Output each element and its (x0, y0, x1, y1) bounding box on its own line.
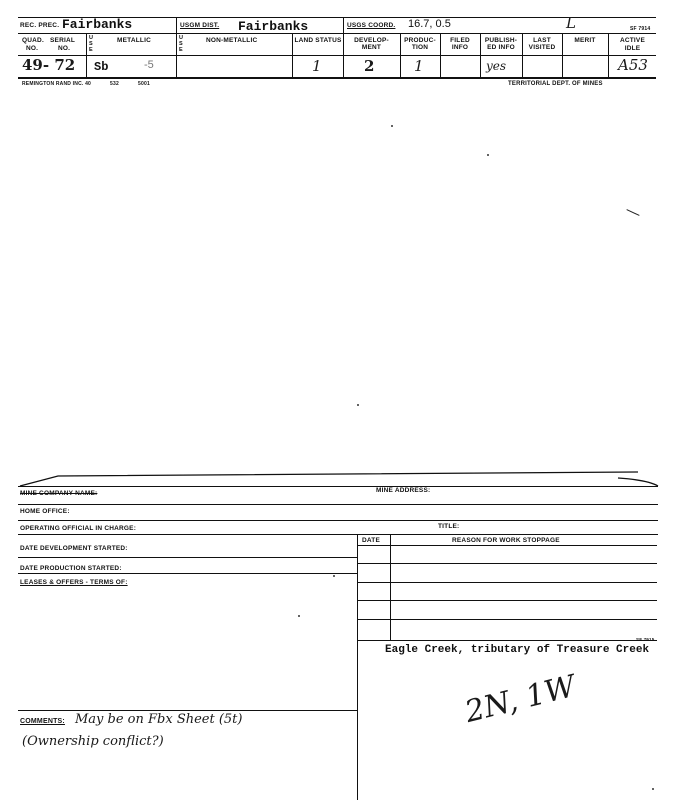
col-published-info: PUBLISH- ED INFO (484, 37, 518, 51)
stoppage-row-rule (357, 640, 657, 641)
printer-code-1: 532 (110, 81, 119, 87)
col-last-visited: LAST VISITED (528, 37, 556, 51)
comments-line-1: May be on Fbx Sheet (5t) (75, 712, 243, 727)
col-idle: IDLE (624, 45, 641, 52)
leases-rule (18, 573, 358, 574)
comments-rule (18, 710, 358, 711)
stoppage-row-rule (357, 545, 657, 546)
scan-speck (333, 575, 335, 577)
stoppage-row-rule (357, 563, 657, 564)
top-curl-lines (18, 468, 660, 488)
title-label: TITLE: (438, 523, 460, 530)
operating-official-label: OPERATING OFFICIAL IN CHARGE: (20, 525, 137, 532)
header-divider (292, 33, 293, 77)
date-development-started-label: DATE DEVELOPMENT STARTED: (20, 545, 128, 552)
production-value: 1 (414, 57, 424, 75)
reason-column-header: REASON FOR WORK STOPPAGE (452, 537, 560, 544)
date-prod-rule (18, 557, 358, 558)
usgm-dist-label: USGM DIST. (180, 22, 220, 29)
mine-company-rule (18, 486, 658, 487)
home-office-rule (18, 504, 658, 505)
mine-company-name-label: MINE COMPANY NAME: (20, 490, 98, 497)
printer-line: REMINGTON RAND INC. 40 (22, 81, 92, 87)
col-use-code-metallic: U S E (89, 35, 94, 53)
home-office-label: HOME OFFICE: (20, 508, 70, 515)
comments-label: COMMENTS: (20, 718, 65, 725)
header-divider (176, 17, 177, 77)
date-production-started-label: DATE PRODUCTION STARTED: (20, 565, 122, 572)
development-value: 2 (364, 57, 375, 75)
header-values-top-rule (18, 55, 656, 56)
mine-address-label: MINE ADDRESS: (376, 487, 431, 494)
col-development: DEVELOP- MENT (354, 37, 389, 51)
scan-mark (626, 209, 639, 216)
metallic-extra: -5 (144, 59, 154, 71)
quad-serial-value: 49- 72 (22, 56, 76, 74)
rec-prec-value: Fairbanks (62, 17, 133, 32)
comments-line-2: (Ownership conflict?) (22, 734, 164, 749)
col-quad-no: NO. (26, 45, 39, 52)
header-mid-rule (18, 33, 656, 34)
col-filed-info: FILED INFO (450, 37, 470, 51)
scan-speck (298, 615, 300, 617)
printer-code-2: 5001 (138, 81, 150, 87)
published-info-value: yes (486, 59, 507, 73)
col-serial-no: NO. (58, 45, 71, 52)
scan-speck (357, 404, 359, 406)
center-divider (357, 534, 358, 800)
land-status-value: 1 (312, 57, 322, 75)
date-dev-rule (18, 534, 658, 535)
col-quad: QUAD. (22, 37, 44, 44)
date-column-header: DATE (362, 537, 381, 544)
col-land-status: LAND STATUS (294, 37, 342, 44)
operating-official-rule (18, 520, 658, 521)
scan-speck (391, 125, 393, 127)
col-non-metallic: NON-METALLIC (206, 37, 258, 44)
form-number-top: SF 7914 (630, 26, 651, 32)
active-value: A53 (618, 56, 648, 74)
col-production: PRODUC- TION (404, 37, 436, 51)
usgs-coord-value: 16.7, 0.5 (408, 18, 451, 30)
township-range-note: 2N, 1W (461, 668, 580, 730)
scan-speck (487, 154, 489, 156)
stoppage-row-rule (357, 582, 657, 583)
scan-speck (652, 788, 654, 790)
usgs-coord-label: USGS COORD. (347, 22, 396, 29)
header-divider (86, 33, 87, 77)
leases-offers-label: LEASES & OFFERS - TERMS OF: (20, 579, 128, 586)
department-label: TERRITORIAL DEPT. OF MINES (508, 81, 603, 87)
date-column-divider (390, 534, 391, 640)
metallic-symbol: Sb (94, 60, 109, 74)
usgm-dist-value: Fairbanks (238, 19, 309, 34)
form-number-bottom: SF 7915 (636, 637, 655, 642)
stoppage-row-rule (357, 619, 657, 620)
rec-prec-label: REC. PREC. (20, 22, 60, 29)
stoppage-row-rule (357, 600, 657, 601)
col-metallic: METALLIC (117, 37, 151, 44)
usgs-coord-extra-mark: L (566, 14, 576, 32)
col-use-code-non-metallic: U S E (179, 35, 184, 53)
col-merit: MERIT (574, 37, 596, 44)
col-active: ACTIVE (619, 37, 646, 44)
col-serial: SERIAL (50, 37, 76, 44)
header-bottom-rule (18, 77, 656, 79)
location-description: Eagle Creek, tributary of Treasure Creek (385, 644, 650, 656)
